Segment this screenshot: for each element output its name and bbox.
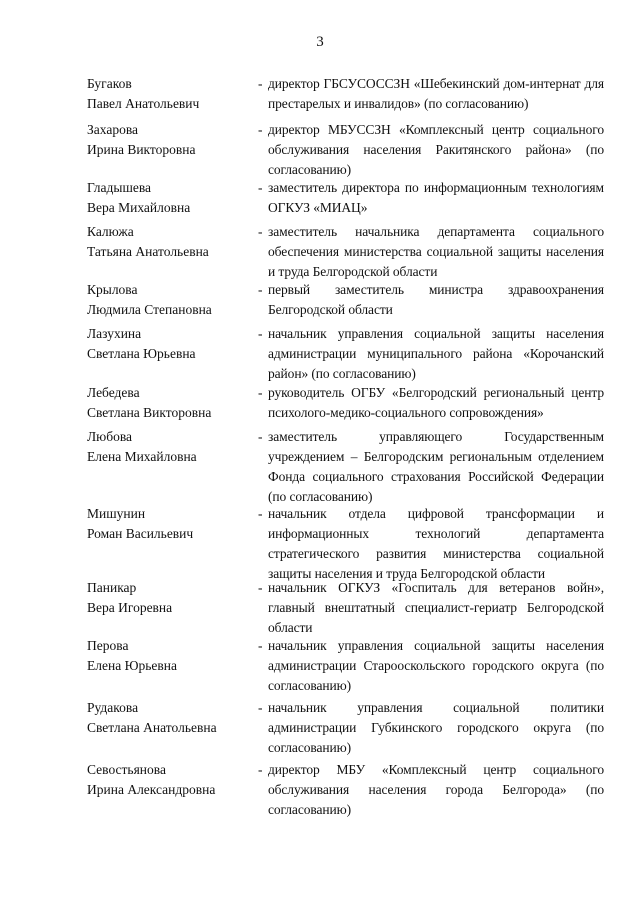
member-position: первый заместитель министра здравоохранения Белгородской области — [268, 282, 604, 317]
member-position: заместитель управляющего Государственным учреждением – Белгородским региональным отделением Фонда социального страхования Российской Федерации (по согласованию) — [268, 429, 604, 504]
member-name — [87, 504, 262, 544]
member-name — [87, 383, 262, 423]
entry-dash: - — [258, 700, 263, 715]
member-given-names: Ирина Викторовна — [87, 142, 196, 157]
member-surname: Захарова — [87, 122, 139, 137]
member-name — [87, 222, 262, 262]
member-surname: Перова — [87, 638, 129, 653]
entry-dash: - — [258, 506, 263, 521]
entry-dash: - — [258, 326, 263, 341]
entry-dash: - — [258, 282, 263, 297]
entry-dash: - — [258, 385, 263, 400]
member-position: директор ГБСУСОССЗН «Шебекинский дом-интернат для престарелых и инвалидов» (по согласованию) — [268, 76, 604, 111]
entry-dash: - — [258, 180, 263, 195]
member-name — [87, 636, 262, 676]
member-name — [87, 760, 262, 800]
member-position: начальник управления социальной политики администрации Губкинского городского округа (по согласованию) — [268, 700, 604, 755]
page-number: 3 — [316, 34, 324, 50]
member-surname: Гладышева — [87, 180, 152, 195]
member-position: начальник управления социальной защиты населения администрации Старооскольского городского округа (по согласованию) — [268, 638, 604, 693]
member-name — [87, 698, 262, 738]
member-given-names: Вера Михайловна — [87, 200, 191, 215]
member-surname: Лазухина — [87, 326, 142, 341]
member-surname: Крылова — [87, 282, 138, 297]
member-given-names: Светлана Юрьевна — [87, 346, 196, 361]
member-name — [87, 120, 262, 160]
member-position: директор МБУССЗН «Комплексный центр социального обслуживания населения Ракитянского района» (по согласованию) — [268, 122, 604, 177]
entry-dash: - — [258, 76, 263, 91]
member-name — [87, 280, 262, 320]
member-position: директор МБУ «Комплексный центр социального обслуживания населения города Белгорода» (по согласованию) — [268, 762, 604, 817]
member-given-names: Ирина Александровна — [87, 782, 216, 797]
member-given-names: Елена Михайловна — [87, 449, 197, 464]
member-name — [87, 74, 262, 114]
member-position: руководитель ОГБУ «Белгородский региональный центр психолого-медико-социального сопровождения» — [268, 385, 604, 420]
entry-dash: - — [258, 224, 263, 239]
member-given-names: Роман Васильевич — [87, 526, 194, 541]
member-position: начальник управления социальной защиты населения администрации муниципального района «Корочанский район» (по согласованию) — [268, 326, 604, 381]
member-name — [87, 324, 262, 364]
member-name — [87, 427, 262, 467]
member-surname: Любова — [87, 429, 133, 444]
member-position: заместитель начальника департамента социального обеспечения министерства социальной защиты населения и труда Белгородской области — [268, 224, 604, 279]
member-surname: Бугаков — [87, 76, 132, 91]
member-surname: Калюжа — [87, 224, 134, 239]
member-name — [87, 178, 262, 218]
entry-dash: - — [258, 122, 263, 137]
member-given-names: Павел Анатольевич — [87, 96, 200, 111]
member-surname: Рудакова — [87, 700, 139, 715]
member-given-names: Елена Юрьевна — [87, 658, 177, 673]
entry-dash: - — [258, 429, 263, 444]
member-position: начальник ОГКУЗ «Госпиталь для ветеранов войн», главный внештатный специалист-гериатр Белгородской области — [268, 580, 604, 635]
member-given-names: Людмила Степановна — [87, 302, 212, 317]
member-given-names: Светлана Викторовна — [87, 405, 212, 420]
member-position: заместитель директора по информационным технологиям ОГКУЗ «МИАЦ» — [268, 180, 604, 215]
member-surname: Паникар — [87, 580, 137, 595]
member-surname: Севостьянова — [87, 762, 166, 777]
entry-dash: - — [258, 638, 263, 653]
member-given-names: Татьяна Анатольевна — [87, 244, 209, 259]
entry-dash: - — [258, 580, 263, 595]
member-surname: Лебедева — [87, 385, 140, 400]
member-position: начальник отдела цифровой трансформации и информационных технологий департамента стратегического развития министерства социальной защиты населения и труда Белгородской области — [268, 506, 604, 581]
entry-dash: - — [258, 762, 263, 777]
member-name — [87, 578, 262, 618]
member-surname: Мишунин — [87, 506, 146, 521]
member-given-names: Светлана Анатольевна — [87, 720, 217, 735]
member-given-names: Вера Игоревна — [87, 600, 173, 615]
